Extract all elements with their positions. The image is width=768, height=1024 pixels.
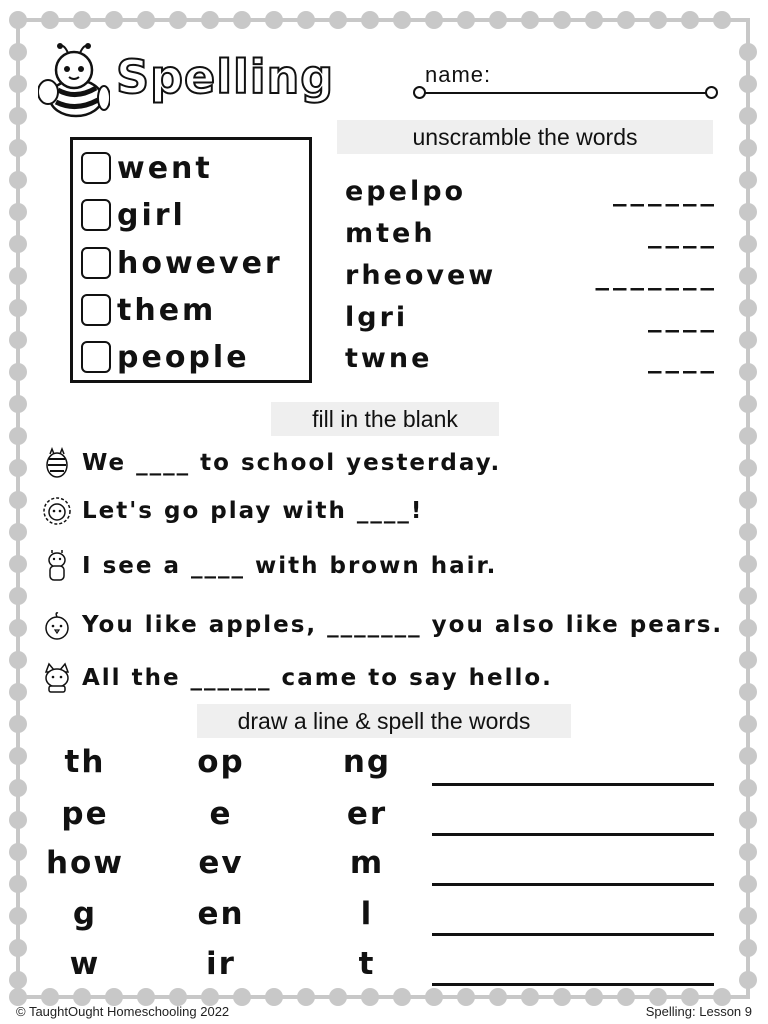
scrambled-word: lgri <box>345 302 409 333</box>
checkbox[interactable] <box>81 341 111 373</box>
border-dot <box>739 843 757 861</box>
border-dot <box>9 459 27 477</box>
border-dot <box>739 619 757 637</box>
name-line-end-dot <box>705 86 718 99</box>
border-dot <box>739 683 757 701</box>
border-dot <box>73 11 91 29</box>
word-list-item <box>81 337 250 377</box>
border-dot <box>297 11 315 29</box>
border-dot <box>9 491 27 509</box>
border-dot <box>457 11 475 29</box>
border-dot <box>9 75 27 93</box>
spelling-answer-line[interactable] <box>432 983 714 986</box>
sentence-text: You like apples, _______ you also like pears. <box>82 612 724 638</box>
border-dot <box>739 171 757 189</box>
border-dot <box>585 11 603 29</box>
border-dot <box>681 11 699 29</box>
border-dot <box>9 299 27 317</box>
border-dot <box>9 587 27 605</box>
fragment-col3[interactable]: l <box>360 896 374 932</box>
border-dot <box>649 11 667 29</box>
fragment-col2[interactable]: en <box>197 896 245 932</box>
border-dot <box>739 715 757 733</box>
scrambled-word: mteh <box>345 218 436 249</box>
border-dot <box>739 555 757 573</box>
border-dot <box>41 11 59 29</box>
checkbox[interactable] <box>81 247 111 279</box>
border-dot <box>739 459 757 477</box>
fill-sentence <box>42 546 497 586</box>
fragment-col1[interactable]: pe <box>61 796 109 832</box>
spelling-answer-line[interactable] <box>432 783 714 786</box>
spelling-answer-line[interactable] <box>432 933 714 936</box>
answer-blank[interactable]: ______ <box>613 176 718 207</box>
border-dot <box>9 747 27 765</box>
border-dot <box>739 779 757 797</box>
fragment-col2[interactable]: e <box>209 796 233 832</box>
fragment-col1[interactable]: w <box>69 946 101 982</box>
answer-blank[interactable]: ____ <box>648 218 718 249</box>
border-dot <box>9 555 27 573</box>
border-dot <box>9 171 27 189</box>
border-dot <box>617 11 635 29</box>
border-dot <box>137 11 155 29</box>
word-label: people <box>117 339 250 375</box>
spelling-answer-line[interactable] <box>432 833 714 836</box>
page-title: Spelling <box>116 50 335 104</box>
border-dot <box>9 843 27 861</box>
border-dot <box>265 988 283 1006</box>
checkbox[interactable] <box>81 152 111 184</box>
scrambled-word: twne <box>345 343 433 374</box>
name-line-start-dot <box>413 86 426 99</box>
giraffe-icon <box>42 550 72 582</box>
border-dot <box>739 427 757 445</box>
border-dot <box>739 491 757 509</box>
copyright-text: © TaughtOught Homeschooling 2022 <box>16 1004 230 1019</box>
border-dot <box>425 988 443 1006</box>
border-dot <box>739 907 757 925</box>
border-dot <box>739 587 757 605</box>
fragment-col1[interactable]: th <box>64 744 106 780</box>
border-dot <box>739 875 757 893</box>
name-field[interactable] <box>420 92 710 94</box>
border-dot <box>297 988 315 1006</box>
name-label: name: <box>425 62 492 87</box>
border-dot <box>739 267 757 285</box>
border-dot <box>9 267 27 285</box>
border-dot <box>585 988 603 1006</box>
border-dot <box>739 939 757 957</box>
border-dot <box>393 988 411 1006</box>
border-dot <box>9 523 27 541</box>
border-dot <box>9 43 27 61</box>
fragment-col3[interactable]: er <box>346 796 388 832</box>
sentence-text: We ____ to school yesterday. <box>82 450 502 476</box>
border-dot <box>9 331 27 349</box>
checkbox[interactable] <box>81 294 111 326</box>
border-dot <box>9 683 27 701</box>
word-label: them <box>117 292 217 328</box>
sentence-text: Let's go play with ____! <box>82 498 424 524</box>
lesson-label: Spelling: Lesson 9 <box>645 1004 752 1019</box>
fragment-col3[interactable]: m <box>349 845 385 881</box>
border-dot <box>393 11 411 29</box>
border-dot <box>9 811 27 829</box>
zebra-icon <box>42 447 72 479</box>
word-list-item <box>81 148 213 188</box>
cat-icon <box>42 662 72 694</box>
border-dot <box>329 988 347 1006</box>
border-dot <box>361 11 379 29</box>
fill-sentence <box>42 443 501 483</box>
border-dot <box>739 235 757 253</box>
word-label: however <box>117 245 283 281</box>
sentence-text: All the ______ came to say hello. <box>82 665 553 691</box>
border-dot <box>739 363 757 381</box>
border-dot <box>233 988 251 1006</box>
fragment-col3[interactable]: ng <box>342 744 392 780</box>
border-dot <box>739 107 757 125</box>
border-dot <box>9 427 27 445</box>
border-dot <box>739 971 757 989</box>
fragment-col2[interactable]: ev <box>198 845 244 881</box>
border-dot <box>9 107 27 125</box>
border-dot <box>9 939 27 957</box>
border-dot <box>739 203 757 221</box>
border-dot <box>169 11 187 29</box>
border-dot <box>201 11 219 29</box>
checkbox[interactable] <box>81 199 111 231</box>
border-dot <box>9 11 27 29</box>
border-dot <box>739 651 757 669</box>
fill-sentence <box>42 658 553 698</box>
spelling-answer-line[interactable] <box>432 883 714 886</box>
border-dot <box>9 971 27 989</box>
lion-icon <box>42 495 72 527</box>
border-dot <box>9 715 27 733</box>
border-dot <box>521 988 539 1006</box>
border-dot <box>425 11 443 29</box>
chick-icon <box>42 609 72 641</box>
fragment-col2[interactable]: ir <box>206 946 236 982</box>
border-dot <box>739 395 757 413</box>
fill-sentence <box>42 605 723 645</box>
fragment-col2[interactable]: op <box>197 744 245 780</box>
scrambled-word: epelpo <box>345 176 467 207</box>
answer-blank[interactable]: ____ <box>648 302 718 333</box>
border-dot <box>553 988 571 1006</box>
sentence-text: I see a ____ with brown hair. <box>82 553 498 579</box>
fragment-col1[interactable]: how <box>45 845 124 881</box>
border-dot <box>739 139 757 157</box>
word-list-item <box>81 195 186 235</box>
fill-blank-banner: fill in the blank <box>271 402 499 436</box>
unscramble-banner: unscramble the words <box>337 120 713 154</box>
border-dot <box>361 988 379 1006</box>
border-dot <box>739 75 757 93</box>
scrambled-word: rheovew <box>345 260 497 291</box>
bee-icon <box>38 40 110 124</box>
border-dot <box>521 11 539 29</box>
word-list-item <box>81 290 216 330</box>
answer-blank[interactable]: _______ <box>595 260 718 291</box>
word-label: girl <box>117 197 186 233</box>
border-dot <box>105 11 123 29</box>
border-dot <box>9 203 27 221</box>
border-dot <box>553 11 571 29</box>
border-dot <box>9 907 27 925</box>
border-dot <box>9 139 27 157</box>
border-dot <box>739 331 757 349</box>
word-label: went <box>117 150 213 186</box>
border-dot <box>489 988 507 1006</box>
word-list-box <box>70 137 312 383</box>
answer-blank[interactable]: ____ <box>648 343 718 374</box>
border-dot <box>9 235 27 253</box>
fragment-col1[interactable]: g <box>72 896 98 932</box>
border-dot <box>233 11 251 29</box>
fragment-col3[interactable]: t <box>358 946 376 982</box>
border-dot <box>9 363 27 381</box>
border-dot <box>739 811 757 829</box>
border-dot <box>9 875 27 893</box>
border-dot <box>739 299 757 317</box>
border-dot <box>739 747 757 765</box>
border-dot <box>9 395 27 413</box>
border-dot <box>9 779 27 797</box>
word-list-item <box>81 243 283 283</box>
border-dot <box>713 11 731 29</box>
draw-line-banner: draw a line & spell the words <box>197 704 571 738</box>
border-dot <box>457 988 475 1006</box>
border-dot <box>9 619 27 637</box>
border-dot <box>9 651 27 669</box>
border-dot <box>739 43 757 61</box>
fill-sentence <box>42 491 423 531</box>
border-dot <box>329 11 347 29</box>
border-dot <box>617 988 635 1006</box>
border-dot <box>489 11 507 29</box>
border-dot <box>739 523 757 541</box>
border-dot <box>265 11 283 29</box>
